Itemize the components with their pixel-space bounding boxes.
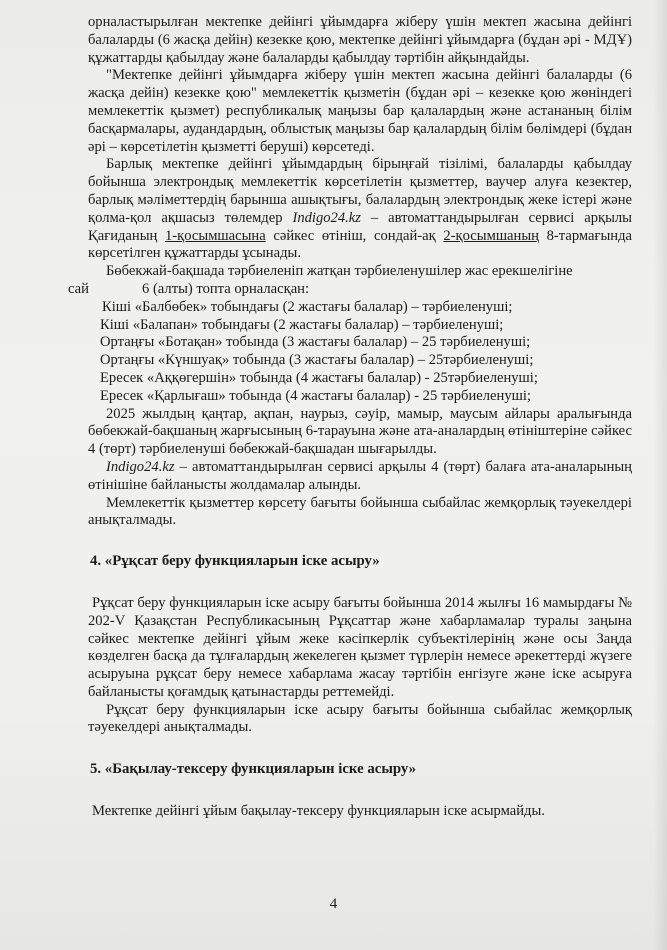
paragraph-1: орналастырылған мектепке дейінгі ұйымдарға жіберу үшін мектеп жасына дейінгі балаларды (6 жасқа дейін) кезекке қою, мектепке дейінгі ұйымдарға (бұдан әрі - МДҰ) құжаттарды қабылдау және балаларды қабылдау тәртібін айқындайды. (88, 14, 632, 66)
group-item: Ересек «Аққөгершін» тобында (4 жастағы балалар) - 25тәрбиеленуші; (100, 369, 538, 386)
group-item: Кіші «Балапан» тобындағы (2 жастағы балалар) – тәрбиеленуші; (100, 316, 504, 333)
paragraph-2: "Мектепке дейінгі ұйымдарға жіберу үшін мектеп жасына дейінгі балаларды (6 жасқа дейін) кезекке қою" мемлекеттік қызметін (бұдан әрі – кезекке қою жөніндегі мемлекеттік қызмет) республикалық маңызы бар қалалардың және астананың білім басқармалары, аудандардың, облыстық маңызы бар қалалардың білім бөлімдері (бұдан әрі – көрсетілетін қызметті беруші) көрсетеді. (88, 67, 632, 155)
paragraph-3-text-d: 8-тармағында көрсетілген құжаттарды ұсынады. (88, 227, 633, 262)
section-4-heading: 4. «Рұқсат беру функцияларын іске асыру» (90, 553, 380, 570)
page-edge-shadow (653, 0, 667, 950)
paragraph-3-text-c: сәйкес өтініш, сондай-ақ (265, 227, 444, 244)
paragraph-5: 2025 жылдың қаңтар, ақпан, наурыз, сәуір, мамыр, маусым айлары аралығында бөбекжай-бақшаның жарғысының 6-тарауына және ата-аналардың өтініштеріне сәйкес 4 (төрт) тәрбиеленуші бөбекжай-бақшадан шығарылды. (88, 405, 632, 458)
paragraph-4 (88, 263, 632, 281)
indigo-service-name: Indigo24.kz (292, 209, 361, 226)
paragraph-6-text: – автоматтандырылған сервисі арқылы 4 (төрт) балаға ата-аналарының өтінішіне байланысты жолдамалар алынды. (88, 458, 632, 493)
paragraph-3-text-a: Барлық мектепке дейінгі ұйымдардың бірыңғай тізілімі, балаларды қабылдау бойынша электрондық мемлекеттік көрсетілетін қызметтер, ваучер алуға кезектер, барлық мәліметтердің барынша ашықтығы, балалардың электрондық жеке істері және қолма-қол ақшасыз төлемдер (88, 156, 632, 226)
paragraph-7: Мемлекеттік қызметтер көрсету бағыты бойынша сыбайлас жемқорлық тәуекелдері анықталмады. (88, 494, 632, 529)
paragraph-8: Рұқсат беру функцияларын іске асыру бағыты бойынша 2014 жылғы 16 мамырдағы № 202-V Қазақстан Республикасының Рұқсаттар және хабарламалар туралы заңына сәйкес мектепке дейінгі ұйым жеке кәсіпкерлік субъектілерінің және осы Заңда көзделген басқа да тұлғалардың жекелеген қызмет түрлерін немесе әрекеттерді жүзеге асыруына рұқсат беру немесе хабарлама жасау тәртібін енгізуге және іске асыруға байланысты қоғамдық қатынастарды реттемейді. (88, 594, 632, 700)
group-item: Ортаңғы «Күншуақ» тобында (3 жастағы балалар) – 25тәрбиеленуші; (100, 352, 534, 369)
paragraph-4-line-2 (68, 280, 632, 299)
paragraph-10: Мектепке дейінгі ұйым бақылау-тексеру функцияларын іске асырмайды. (92, 803, 545, 820)
appendix-1-link[interactable]: 1-қосымшасына (165, 227, 266, 244)
appendix-2-link[interactable]: 2-қосымшаның (443, 227, 539, 244)
paragraph-3 (88, 156, 632, 263)
group-item: Ересек «Қарлығаш» тобында (4 жастағы балалар) - 25 тәрбиеленуші; (100, 387, 531, 404)
document-body (68, 14, 633, 821)
groups-list (88, 299, 632, 406)
paragraph-4-text-b: 6 (алты) топта орналасқан: (142, 280, 310, 297)
section-5-heading: 5. «Бақылау-тексеру функцияларын іске асыру» (90, 761, 417, 778)
paragraph-4-text-a: Бөбекжай-бақшада тәрбиеленіп жатқан тәрбиеленушілер жас ерекшелігіне (106, 263, 573, 280)
group-item: Кіші «Балбөбек» тобындағы (2 жастағы балалар) – тәрбиеленуші; (102, 298, 513, 315)
page-number: 4 (329, 896, 338, 912)
indigo-service-name: Indigo24.kz (106, 458, 175, 475)
group-item: Ортаңғы «Ботақан» тобында (3 жастағы балалар) – 25 тәрбиеленуші; (100, 334, 531, 351)
paragraph-9: Рұқсат беру функцияларын іске асыру бағыты бойынша сыбайлас жемқорлық тәуекелдері анықталмады. (88, 701, 632, 736)
paragraph-3-text-b: – автоматтандырылған сервисі арқылы Қағиданың (88, 209, 632, 244)
paragraph-4-sai: сай (68, 280, 89, 297)
paragraph-6 (88, 459, 632, 495)
